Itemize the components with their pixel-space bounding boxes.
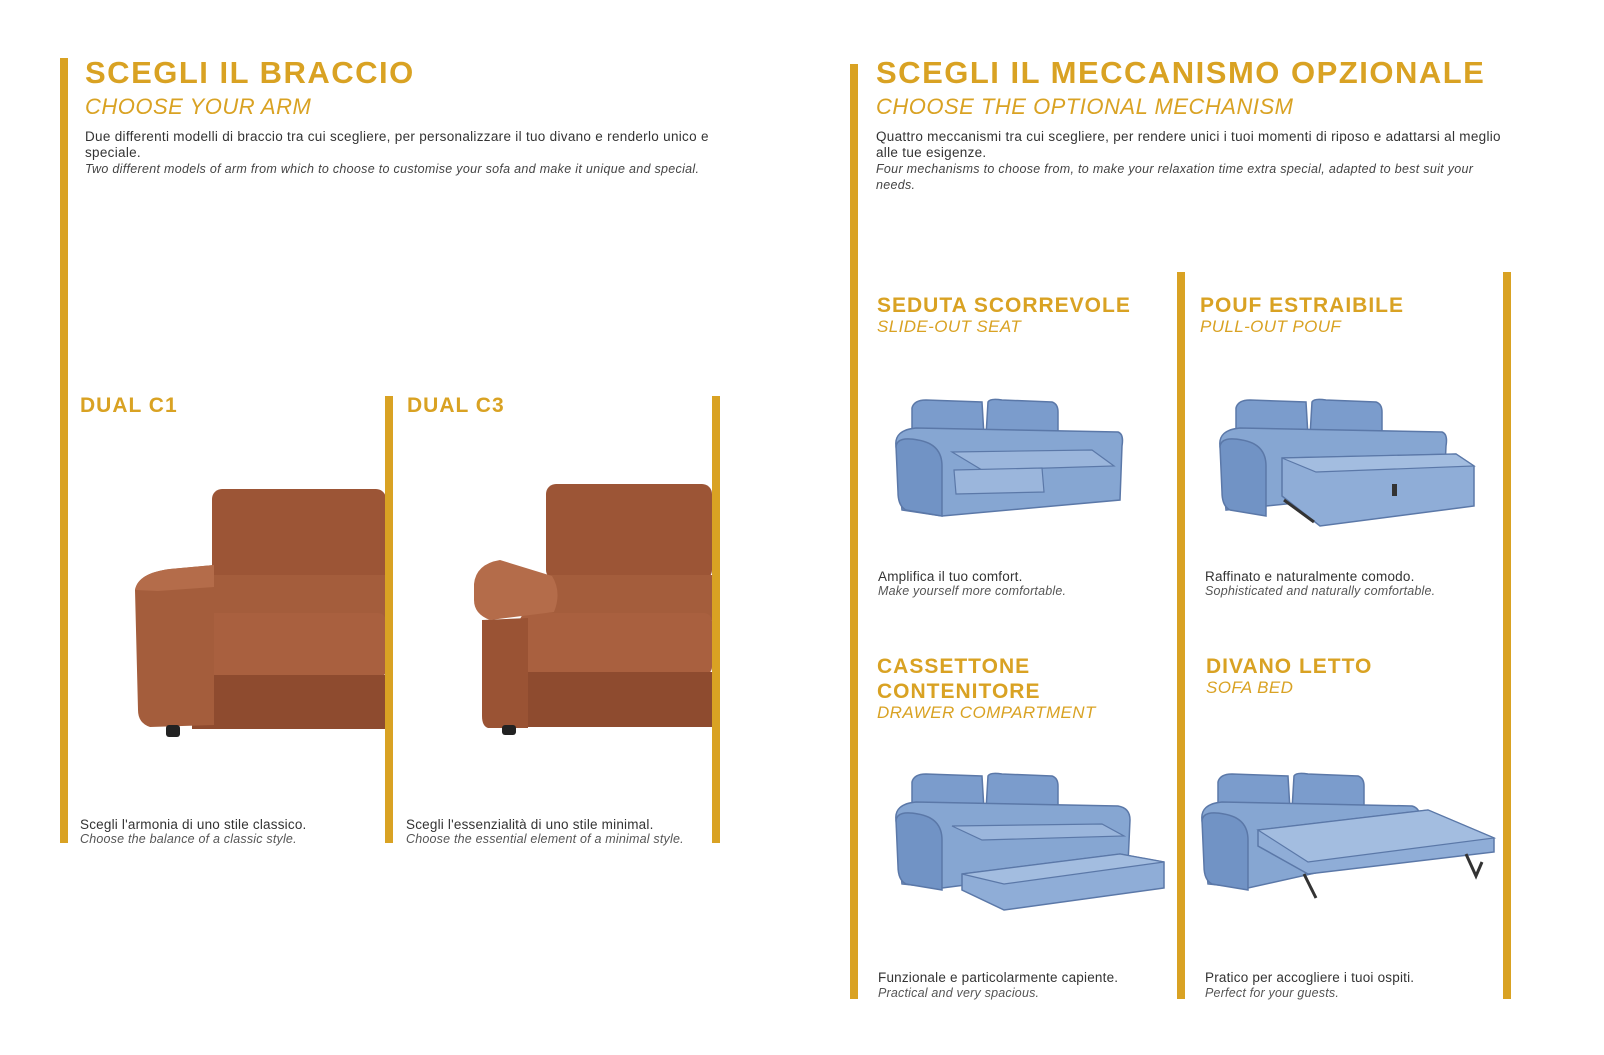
mechanism-subtitle: CHOOSE THE OPTIONAL MECHANISM [876,94,1294,119]
slide-out-seat-subtitle: SLIDE-OUT SEAT [877,317,1022,336]
drawer-compartment-caption-it: Funzionale e particolarmente capiente. [878,970,1119,985]
mechanism-intro-en: Four mechanisms to choose from, to make your relaxation time extra special, adapted to best suit your needs. [876,162,1474,192]
arm-section-bar [60,58,68,843]
pull-out-pouf-caption-it: Raffinato e naturalmente comodo. [1205,569,1415,584]
drawer-compartment-subtitle: DRAWER COMPARTMENT [877,703,1096,722]
dual-c3-end-bar [712,396,720,843]
dual-c1-title: DUAL C1 [80,394,178,417]
dual-c3-title: DUAL C3 [407,394,505,417]
slide-out-seat-title: SEDUTA SCORREVOLE [877,294,1131,317]
pull-out-pouf-subtitle: PULL-OUT POUF [1200,317,1342,336]
dual-c1-sofa-image [130,485,386,740]
arm-intro-en: Two different models of arm from which to choose to customise your sofa and make it unique and special. [85,162,700,176]
pull-out-pouf-caption-en: Sophisticated and naturally comfortable. [1205,584,1436,598]
arm-title: SCEGLI IL BRACCIO [85,55,415,90]
dual-c3-caption-en: Choose the essential element of a minimal style. [406,832,684,846]
arm-subtitle: CHOOSE YOUR ARM [85,94,312,119]
mechanism-title: SCEGLI IL MECCANISMO OPZIONALE [876,55,1486,90]
dual-c3-divider-bar [385,396,393,843]
drawer-compartment-image [892,770,1166,912]
arm-intro-it: Due differenti modelli di braccio tra cui scegliere, per personalizzare il tuo divano e renderlo unico e speciale. [85,129,709,160]
pull-out-pouf-image [1216,396,1478,531]
drawer-compartment-caption-en: Practical and very spacious. [878,986,1040,1000]
dual-c1-caption-en: Choose the balance of a classic style. [80,832,297,846]
sofa-bed-caption-en: Perfect for your guests. [1205,986,1340,1000]
sofa-bed-image [1198,770,1498,904]
dual-c1-caption-it: Scegli l'armonia di uno stile classico. [80,817,307,832]
dual-c3-caption-it: Scegli l'essenzialità di uno stile minimal. [406,817,654,832]
mechanism-intro-it: Quattro meccanismi tra cui scegliere, per rendere unici i tuoi momenti di riposo e adattarsi al meglio alle tue esigenze. [876,129,1501,160]
drawer-compartment-title-line2: CONTENITORE [877,680,1041,703]
pull-out-pouf-title: POUF ESTRAIBILE [1200,294,1405,317]
sofa-bed-subtitle: SOFA BED [1206,678,1294,697]
drawer-compartment-title-line1: CASSETTONE [877,655,1031,678]
mechanism-end-bar [1503,272,1511,999]
dual-c3-sofa-image [470,480,712,740]
sofa-bed-title: DIVANO LETTO [1206,655,1373,678]
arm-intro [85,129,725,177]
mechanism-intro [876,129,1506,193]
slide-out-seat-caption-it: Amplifica il tuo comfort. [878,569,1023,584]
slide-out-seat-caption-en: Make yourself more comfortable. [878,584,1067,598]
sofa-bed-caption-it: Pratico per accogliere i tuoi ospiti. [1205,970,1415,985]
slide-out-seat-image [892,396,1126,521]
mechanism-mid-bar [1177,272,1185,999]
mechanism-section-bar [850,64,858,999]
